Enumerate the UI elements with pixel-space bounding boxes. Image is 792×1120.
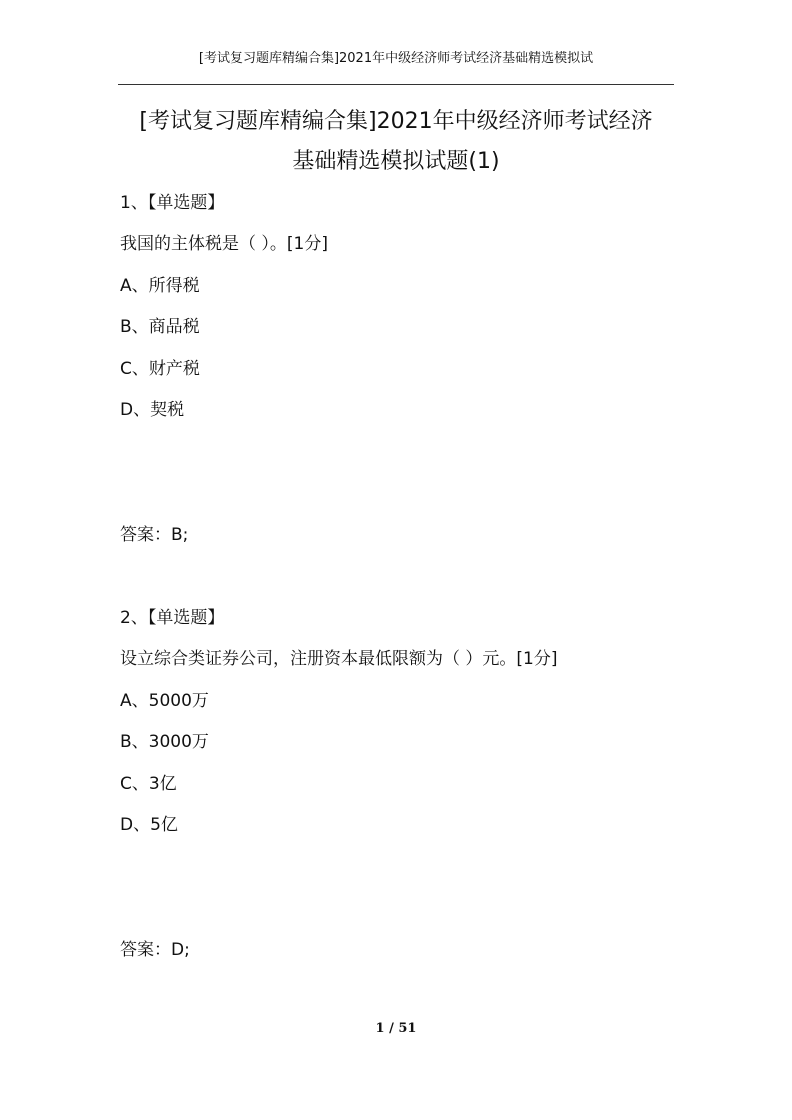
question-1-option-a: A、所得税 (120, 276, 200, 296)
question-2-stem: 设立综合类证券公司，注册资本最低限额为（ ）元。[1分] (120, 649, 558, 669)
document-title (118, 102, 674, 182)
question-2-option-c: C、3亿 (120, 774, 177, 794)
question-2-heading: 2、【单选题】 (120, 608, 225, 628)
page-number: 1 / 51 (375, 1021, 417, 1036)
question-2-option-d: D、5亿 (120, 815, 178, 835)
question-1-answer: 答案：B; (120, 525, 189, 545)
document-title-line-1: [考试复习题库精编合集]2021年中级经济师考试经济 (139, 109, 653, 134)
question-1-option-b: B、商品税 (120, 317, 200, 337)
question-2-answer: 答案：D; (120, 940, 190, 960)
header-divider (118, 84, 674, 85)
question-1-stem: 我国的主体税是（ ）。[1分] (120, 234, 328, 254)
question-1-heading: 1、【单选题】 (120, 193, 225, 213)
question-2-option-a: A、5000万 (120, 691, 209, 711)
running-header: [考试复习题库精编合集]2021年中级经济师考试经济基础精选模拟试 (198, 51, 594, 66)
question-2-option-b: B、3000万 (120, 732, 209, 752)
document-title-line-2: 基础精选模拟试题(1) (292, 149, 500, 174)
question-1-option-c: C、财产税 (120, 359, 200, 379)
question-1-option-d: D、契税 (120, 400, 185, 420)
